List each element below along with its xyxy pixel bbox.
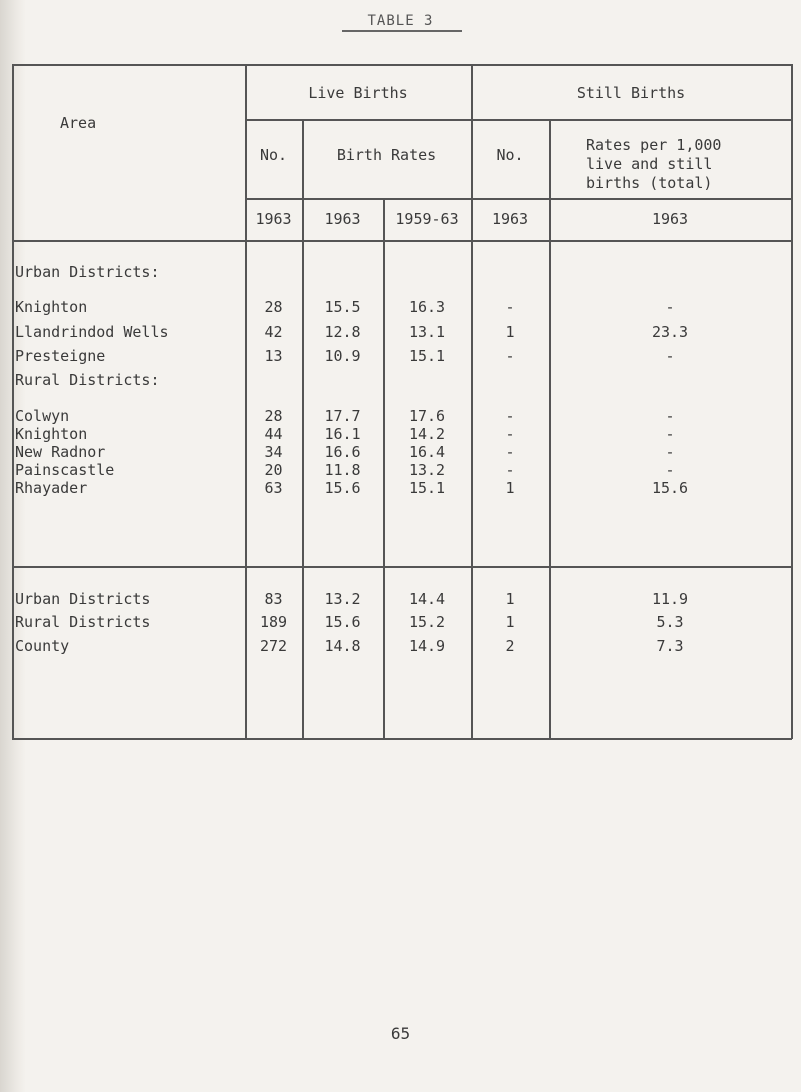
header-rates-line-3: births (total) — [586, 174, 713, 192]
row-still-rate: - — [665, 461, 675, 479]
row-area: Urban Districts — [15, 590, 151, 608]
header-rates-line-1: Rates per 1,000 — [586, 136, 722, 154]
row-rate-5yr: 15.1 — [408, 347, 446, 365]
row-still-no: - — [505, 298, 515, 316]
row-still-rate: 23.3 — [651, 323, 689, 341]
row-no: 13 — [264, 347, 283, 365]
header-still-births: Still Births — [576, 84, 686, 102]
row-still-no: 1 — [505, 590, 515, 608]
row-rate: 13.2 — [324, 590, 361, 608]
row-still-no: - — [505, 443, 515, 461]
row-area: Rhayader — [15, 479, 88, 497]
row-rate-5yr: 15.2 — [408, 613, 446, 631]
row-area: County — [15, 637, 70, 655]
row-still-rate: - — [665, 407, 675, 425]
header-area: Area — [60, 114, 97, 132]
row-still-rate: 7.3 — [656, 637, 684, 655]
header-rule-1 — [245, 119, 792, 121]
row-area: Rural Districts — [15, 613, 151, 631]
row-area: Presteigne — [15, 347, 106, 365]
header-year-still: 1963 — [491, 210, 529, 228]
row-rate: 14.8 — [324, 637, 361, 655]
header-year-rates: 1963 — [651, 210, 689, 228]
row-no: 189 — [259, 613, 288, 631]
row-rate: 11.8 — [324, 461, 361, 479]
table-top-border — [12, 64, 792, 66]
row-no: 63 — [264, 479, 283, 497]
header-year-no: 1963 — [255, 210, 292, 228]
row-still-no: - — [505, 407, 515, 425]
row-area: Knighton — [15, 298, 88, 316]
header-live-no: No. — [259, 146, 288, 164]
row-still-no: 1 — [505, 479, 515, 497]
row-still-no: - — [505, 461, 515, 479]
header-still-no: No. — [496, 146, 524, 164]
row-still-no: - — [505, 347, 515, 365]
table-bottom-border — [12, 738, 792, 740]
row-rate-5yr: 14.4 — [408, 590, 446, 608]
row-rate-5yr: 16.3 — [408, 298, 446, 316]
row-still-rate: - — [665, 347, 675, 365]
row-still-no: 2 — [505, 637, 515, 655]
row-still-no: 1 — [505, 323, 515, 341]
row-still-rate: - — [665, 425, 675, 443]
title-underline — [342, 30, 462, 32]
row-no: 83 — [264, 590, 283, 608]
totals-separator — [12, 566, 792, 568]
row-rate-5yr: 15.1 — [408, 479, 446, 497]
section-urban-label: Urban Districts: — [15, 263, 160, 281]
row-rate: 17.7 — [324, 407, 361, 425]
header-year-rate: 1963 — [324, 210, 361, 228]
row-no: 28 — [264, 298, 283, 316]
row-rate: 15.5 — [324, 298, 361, 316]
row-still-rate: - — [665, 443, 675, 461]
row-rate: 15.6 — [324, 479, 361, 497]
row-no: 20 — [264, 461, 283, 479]
row-rate-5yr: 14.2 — [408, 425, 446, 443]
row-rate: 12.8 — [324, 323, 361, 341]
row-rate: 15.6 — [324, 613, 361, 631]
header-rates-line-2: live and still — [586, 155, 713, 173]
header-birth-rates: Birth Rates — [336, 146, 437, 164]
row-no: 44 — [264, 425, 283, 443]
row-area: Colwyn — [15, 407, 70, 425]
row-no: 42 — [264, 323, 283, 341]
header-rule-2 — [245, 198, 792, 200]
row-rate: 16.6 — [324, 443, 361, 461]
row-rate-5yr: 13.2 — [408, 461, 446, 479]
row-still-rate: 15.6 — [651, 479, 689, 497]
row-area: New Radnor — [15, 443, 106, 461]
table-title: TABLE 3 — [367, 13, 434, 29]
row-still-no: - — [505, 425, 515, 443]
row-rate: 16.1 — [324, 425, 361, 443]
row-area: Llandrindod Wells — [15, 323, 169, 341]
row-no: 272 — [259, 637, 288, 655]
row-rate-5yr: 14.9 — [408, 637, 446, 655]
row-rate-5yr: 16.4 — [408, 443, 446, 461]
row-still-rate: - — [665, 298, 675, 316]
table-right-border — [791, 64, 793, 739]
section-rural-label: Rural Districts: — [15, 371, 160, 389]
row-still-rate: 11.9 — [651, 590, 689, 608]
row-still-no: 1 — [505, 613, 515, 631]
row-rate-5yr: 13.1 — [408, 323, 446, 341]
row-no: 34 — [264, 443, 283, 461]
row-rate-5yr: 17.6 — [408, 407, 446, 425]
row-no: 28 — [264, 407, 283, 425]
header-bottom-border — [12, 240, 792, 242]
header-year-range: 1959-63 — [395, 210, 459, 228]
row-area: Painscastle — [15, 461, 115, 479]
table-left-border — [12, 64, 14, 739]
row-still-rate: 5.3 — [656, 613, 684, 631]
row-rate: 10.9 — [324, 347, 361, 365]
row-area: Knighton — [15, 425, 88, 443]
header-live-births: Live Births — [308, 84, 408, 102]
page-number: 65 — [390, 1024, 411, 1043]
